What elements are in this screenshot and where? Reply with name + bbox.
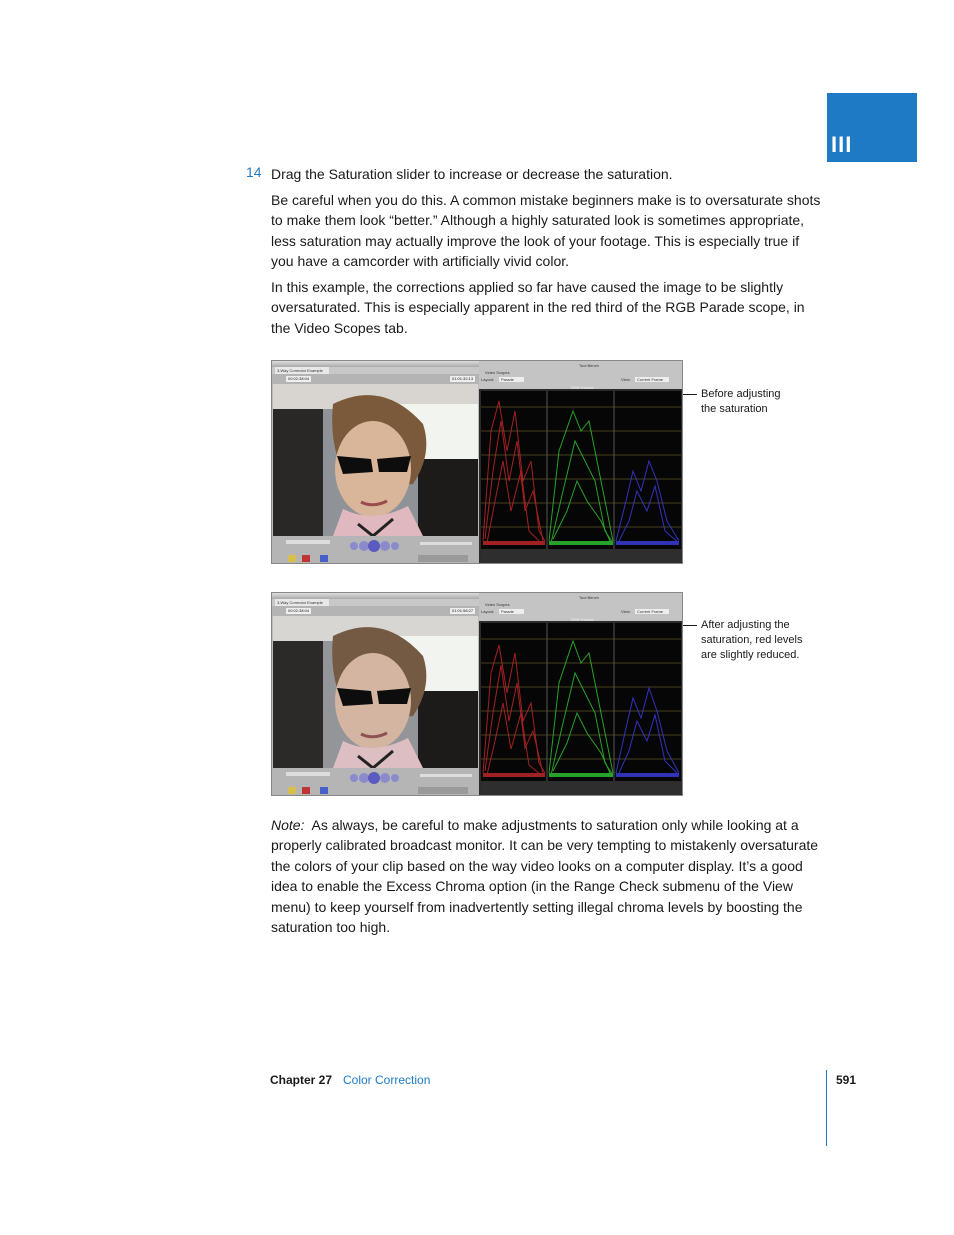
- viewer-transport-controls: [272, 536, 479, 564]
- view-select: Current Frame: [635, 377, 669, 382]
- note-text: As always, be careful to make adjustments to saturation only while looking at a properly calibrated broadcast monitor. It can be very tempting to mistakenly oversaturate the colors of your clip based on the way video looks on a computer display. It’s a good idea to enable the Excess Chroma option (in the Range Check submenu of the View menu) to keep yourself from inadvertently setting illegal chroma levels by boosting the saturation too high.: [271, 817, 819, 936]
- layout-select: Parade: [499, 609, 524, 614]
- window-title: Tool Bench: [579, 595, 599, 600]
- video-scopes-window: [479, 361, 683, 564]
- layout-select: Parade: [499, 377, 524, 382]
- window-title: Tool Bench: [579, 363, 599, 368]
- callout-leader-after: [683, 625, 697, 626]
- viewer-transport-controls: [272, 768, 479, 796]
- layout-label: Layout:: [481, 377, 495, 382]
- timecode-duration: 00:02:38:04: [288, 608, 310, 613]
- viewer-tab: 3-Way Corrector Example: [275, 599, 329, 606]
- note-label: Note:: [271, 817, 305, 833]
- timecode-current: 01:01:58:27: [452, 608, 474, 613]
- scopes-footer: [481, 781, 681, 795]
- step-instruction: Drag the Saturation slider to increase or decrease the saturation.: [271, 166, 673, 182]
- video-scopes-window: [479, 593, 683, 796]
- page-number: 591: [836, 1073, 857, 1087]
- scopes-header: [479, 361, 683, 389]
- footer-chapter: Chapter 27: [270, 1073, 333, 1087]
- view-label: View:: [621, 377, 631, 382]
- step-number: 14: [246, 164, 262, 180]
- scopes-tab: Video Scopes: [485, 602, 510, 607]
- video-frame-woman-sunglasses: [273, 616, 478, 768]
- paragraph-caution: Be careful when you do this. A common mistake beginners make is to oversaturate shots to make them look “better.” Although a highly saturated look is sometimes appropriate, less saturation may actually improve the look of your footage. This is especially true if you have a camcorder with artificially vivid color.: [271, 192, 821, 270]
- screenshot-after: [271, 592, 683, 796]
- footer-chapter-title: Color Correction: [343, 1073, 431, 1087]
- callout-before: Before adjusting the saturation: [701, 388, 781, 415]
- timecode-current: 01:01:32:13: [452, 376, 474, 381]
- view-select: Current Frame: [635, 609, 669, 614]
- paragraph-example: In this example, the corrections applied so far have caused the image to be slightly oversaturated. This is especially apparent in the red third of the RGB Parade scope, in the Video Scopes tab.: [271, 279, 805, 336]
- part-tab: [827, 93, 917, 162]
- scopes-footer: [481, 549, 681, 563]
- layout-label: Layout:: [481, 609, 495, 614]
- callout-leader-before: [683, 394, 697, 395]
- scope-title: RGB Parade: [571, 617, 594, 622]
- scopes-header: [479, 593, 683, 621]
- viewer-window: [272, 361, 479, 564]
- note-paragraph: [271, 815, 823, 937]
- view-label: View:: [621, 609, 631, 614]
- part-tab-label: III: [831, 132, 853, 157]
- timecode-duration: 00:02:38:04: [288, 376, 310, 381]
- scopes-tab: Video Scopes: [485, 370, 510, 375]
- viewer-tab: 3-Way Corrector Example: [275, 367, 329, 374]
- rgb-parade-scope: [481, 623, 681, 781]
- screenshot-before: [271, 360, 683, 564]
- callout-after: After adjusting the saturation, red levels are slightly reduced.: [701, 619, 803, 661]
- viewer-window: [272, 593, 479, 796]
- rgb-parade-scope: [481, 391, 681, 549]
- video-frame-woman-sunglasses: [273, 384, 478, 536]
- footer-rule: [826, 1070, 827, 1146]
- scope-title: RGB Parade: [571, 385, 594, 390]
